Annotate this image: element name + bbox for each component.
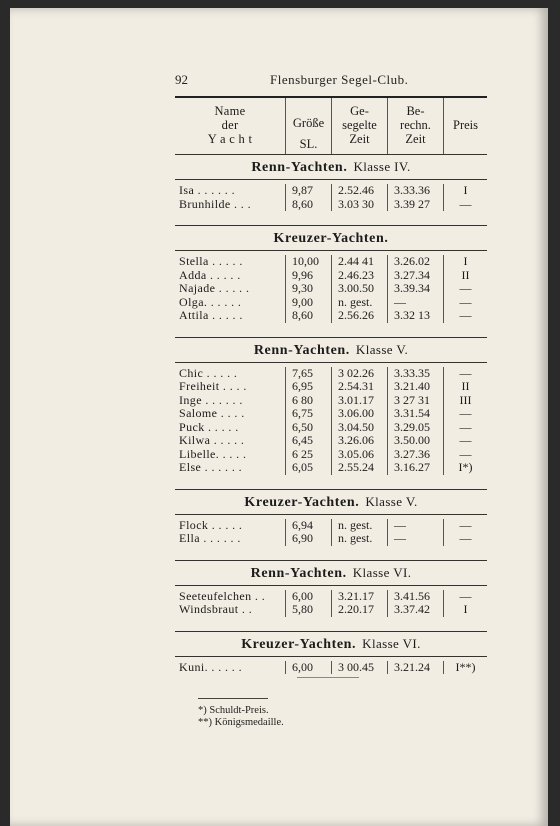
prize-cell: — [443, 448, 487, 462]
section-klasse: Klasse IV. [353, 159, 411, 174]
page-header [175, 72, 487, 90]
section-klasse: Klasse V. [365, 493, 418, 509]
header-sailed-line-3: Zeit [349, 132, 370, 146]
yacht-size-cell: 6 25 [285, 448, 331, 462]
prize-cell: — [443, 198, 487, 212]
section-class-name: Kreuzer-Yachten. [244, 494, 360, 510]
yacht-size-cell: 8,60 [285, 309, 331, 323]
prize-cell: I [443, 184, 487, 198]
computed-time-cell: 3.39 27 [387, 198, 443, 212]
header-prize-label: Preis [453, 118, 478, 132]
prize-cell: I [443, 255, 487, 269]
yacht-size-cell: 6,75 [285, 407, 331, 421]
sailed-time-cell: 2.55.24 [331, 461, 387, 475]
section-title [175, 338, 487, 362]
prize-cell: — [443, 519, 487, 533]
end-separator [297, 677, 359, 678]
sailed-time-cell: 3.05.06 [331, 448, 387, 462]
yacht-name-cell: Salome . . . . [179, 406, 245, 420]
computed-time-cell: 3.27.34 [387, 269, 443, 283]
yacht-name-cell: Kuni. . . . . . [179, 659, 242, 674]
section-class-name: Renn-Yachten. [250, 565, 347, 581]
prize-cell: I*) [443, 461, 487, 475]
computed-time-cell: 3 27 31 [387, 394, 443, 408]
header-prize [443, 98, 487, 154]
sailed-time-cell: 3 00.45 [331, 661, 387, 675]
table-row [175, 519, 487, 533]
sailed-time-cell: 3.26.06 [331, 434, 387, 448]
table-row [175, 296, 487, 310]
yacht-name-cell: Kilwa . . . . . [179, 433, 245, 447]
computed-time-cell: 3.16.27 [387, 461, 443, 475]
prize-cell: — [443, 421, 487, 435]
computed-time-cell: 3.29.05 [387, 421, 443, 435]
yacht-size-cell: 9,96 [285, 269, 331, 283]
prize-cell: II [443, 269, 487, 283]
header-sailed-line-1: Ge- [350, 104, 369, 118]
yacht-size-cell: 6,00 [285, 661, 331, 675]
table-header-row [175, 98, 487, 154]
yacht-name-cell: Puck . . . . . [179, 419, 239, 434]
prize-cell: — [443, 590, 487, 604]
table-row [175, 603, 487, 617]
footnote-2: **) Königsmedaille. [198, 717, 284, 728]
section-rows [175, 363, 487, 479]
section-spacer [175, 215, 487, 225]
table-row [175, 590, 487, 604]
prize-cell: — [443, 282, 487, 296]
header-name-line-1: Name [214, 104, 246, 118]
computed-time-cell: 3.32 13 [387, 309, 443, 323]
computed-time-cell: 3.39.34 [387, 282, 443, 296]
table-row [175, 255, 487, 269]
computed-time-cell: 3.27.36 [387, 448, 443, 462]
yacht-size-cell: 6,45 [285, 434, 331, 448]
header-computed-line-1: Be- [406, 104, 425, 118]
section-klasse: Klasse VI. [362, 635, 421, 651]
section-rows [175, 515, 487, 550]
computed-time-cell: — [387, 296, 443, 310]
table-row [175, 661, 487, 675]
section-spacer [175, 621, 487, 631]
sailed-time-cell: 2.20.17 [331, 603, 387, 617]
header-sailed-time [331, 98, 387, 154]
prize-cell: III [443, 394, 487, 408]
section-klasse: Klasse V. [355, 341, 409, 357]
yacht-size-cell: 7,65 [285, 367, 331, 381]
yacht-name-cell: Libelle. . . . . [179, 446, 247, 461]
yacht-name-cell: Attila . . . . . [179, 308, 243, 322]
yacht-name-cell: Adda . . . . . [179, 267, 241, 282]
table-row [175, 198, 487, 212]
prize-cell: — [443, 296, 487, 310]
sailed-time-cell: 3.00.50 [331, 282, 387, 296]
header-computed-line-3: Zeit [405, 132, 426, 146]
yacht-name-cell: Stella . . . . . [179, 254, 243, 268]
computed-time-cell: 3.21.40 [387, 380, 443, 394]
prize-cell: — [443, 309, 487, 323]
header-size [285, 98, 331, 154]
sailed-time-cell: 3 02.26 [331, 367, 387, 381]
table-row [175, 380, 487, 394]
sailed-time-cell: 3.01.17 [331, 394, 387, 408]
sailed-time-cell: 3.06.00 [331, 407, 387, 421]
footnote-1: *) Schuldt-Preis. [198, 705, 269, 716]
section-rows [175, 586, 487, 621]
sailed-time-cell: n. gest. [331, 519, 387, 533]
table-row [175, 269, 487, 283]
yacht-name-cell: Windsbraut . . [179, 602, 253, 616]
yacht-name-cell: Else . . . . . . [179, 460, 243, 474]
sailed-time-cell: 3.21.17 [331, 590, 387, 604]
section-class-name: Renn-Yachten. [251, 160, 348, 175]
yacht-name-cell: Olga. . . . . . [179, 294, 242, 309]
computed-time-cell: 3.31.54 [387, 407, 443, 421]
running-title: Flensburger Segel-Club. [270, 72, 409, 87]
sailed-time-cell: n. gest. [331, 296, 387, 310]
computed-time-cell: 3.33.36 [387, 184, 443, 198]
table-row [175, 367, 487, 381]
yacht-size-cell: 6,00 [285, 590, 331, 604]
computed-time-cell: 3.37.42 [387, 603, 443, 617]
header-name-line-2: der [221, 118, 239, 132]
yacht-size-cell: 6,95 [285, 380, 331, 394]
header-size-line-2: SL. [299, 137, 318, 151]
yacht-size-cell: 6,90 [285, 532, 331, 546]
yacht-name-cell: Isa . . . . . . [179, 183, 235, 197]
yacht-name-cell: Brunhilde . . . [179, 196, 251, 211]
header-computed-time [387, 98, 443, 154]
prize-cell: — [443, 434, 487, 448]
section-class-name: Kreuzer-Yachten. [273, 231, 389, 246]
sailed-time-cell: 2.52.46 [331, 184, 387, 198]
yacht-name-cell: Inge . . . . . . [179, 392, 243, 407]
yacht-size-cell: 8,60 [285, 198, 331, 212]
computed-time-cell: 3.50.00 [387, 434, 443, 448]
table-row [175, 309, 487, 323]
table-row [175, 394, 487, 408]
section-rows [175, 251, 487, 327]
section-class-name: Kreuzer-Yachten. [241, 636, 357, 652]
yacht-size-cell: 6 80 [285, 394, 331, 408]
sailed-time-cell: 2.44 41 [331, 255, 387, 269]
yacht-size-cell: 6,05 [285, 461, 331, 475]
section-title [175, 226, 487, 250]
yacht-name-cell: Chic . . . . . [179, 365, 238, 380]
prize-cell: — [443, 532, 487, 546]
yacht-size-cell: 9,30 [285, 282, 331, 296]
prize-cell: II [443, 380, 487, 394]
yacht-name-cell: Freiheit . . . . [179, 379, 247, 393]
table-row [175, 532, 487, 546]
section-title [175, 490, 487, 514]
regatta-results-table [175, 96, 487, 678]
section-class-name: Renn-Yachten. [253, 342, 350, 358]
header-size-line-1: Größe [292, 116, 325, 130]
table-row [175, 448, 487, 462]
computed-time-cell: 3.21.24 [387, 661, 443, 675]
yacht-size-cell: 9,87 [285, 184, 331, 198]
yacht-name-cell: Ella . . . . . . [179, 531, 241, 545]
section-spacer [175, 550, 487, 560]
computed-time-cell: — [387, 532, 443, 546]
computed-time-cell: 3.41.56 [387, 590, 443, 604]
computed-time-cell: — [387, 519, 443, 533]
section-title [175, 632, 487, 656]
yacht-size-cell: 6,94 [285, 519, 331, 533]
prize-cell: — [443, 367, 487, 381]
sailed-time-cell: 3.04.50 [331, 421, 387, 435]
table-row [175, 461, 487, 475]
prize-cell: I**) [443, 661, 487, 675]
section-rows [175, 180, 487, 215]
section-spacer [175, 479, 487, 489]
table-row [175, 434, 487, 448]
yacht-name-cell: Seeteufelchen . . [179, 588, 266, 603]
header-computed-line-2: rechn. [400, 118, 431, 132]
sailed-time-cell: 2.54.31 [331, 380, 387, 394]
section-rows [175, 657, 487, 679]
header-sailed-line-2: segelte [342, 118, 377, 132]
sailed-time-cell: 2.56.26 [331, 309, 387, 323]
header-name [175, 98, 285, 154]
yacht-size-cell: 10,00 [285, 255, 331, 269]
prize-cell: — [443, 407, 487, 421]
sailed-time-cell: 2.46.23 [331, 269, 387, 283]
footnote-rule [198, 698, 268, 699]
section-klasse: Klasse VI. [352, 564, 412, 580]
yacht-size-cell: 5,80 [285, 603, 331, 617]
table-sections [175, 154, 487, 678]
page-number: 92 [175, 72, 188, 87]
table-row [175, 282, 487, 296]
yacht-name-cell: Najade . . . . . [179, 281, 250, 295]
prize-cell: I [443, 603, 487, 617]
computed-time-cell: 3.33.35 [387, 367, 443, 381]
header-name-line-3: Y a c h t [207, 132, 253, 146]
table-row [175, 184, 487, 198]
section-title [175, 155, 487, 179]
sailed-time-cell: n. gest. [331, 532, 387, 546]
yacht-size-cell: 9,00 [285, 296, 331, 310]
computed-time-cell: 3.26.02 [387, 255, 443, 269]
table-row [175, 421, 487, 435]
sailed-time-cell: 3.03 30 [331, 198, 387, 212]
footnotes [198, 698, 398, 729]
table-row [175, 407, 487, 421]
section-spacer [175, 327, 487, 337]
yacht-size-cell: 6,50 [285, 421, 331, 435]
yacht-name-cell: Flock . . . . . [179, 517, 243, 532]
section-title [175, 561, 487, 585]
